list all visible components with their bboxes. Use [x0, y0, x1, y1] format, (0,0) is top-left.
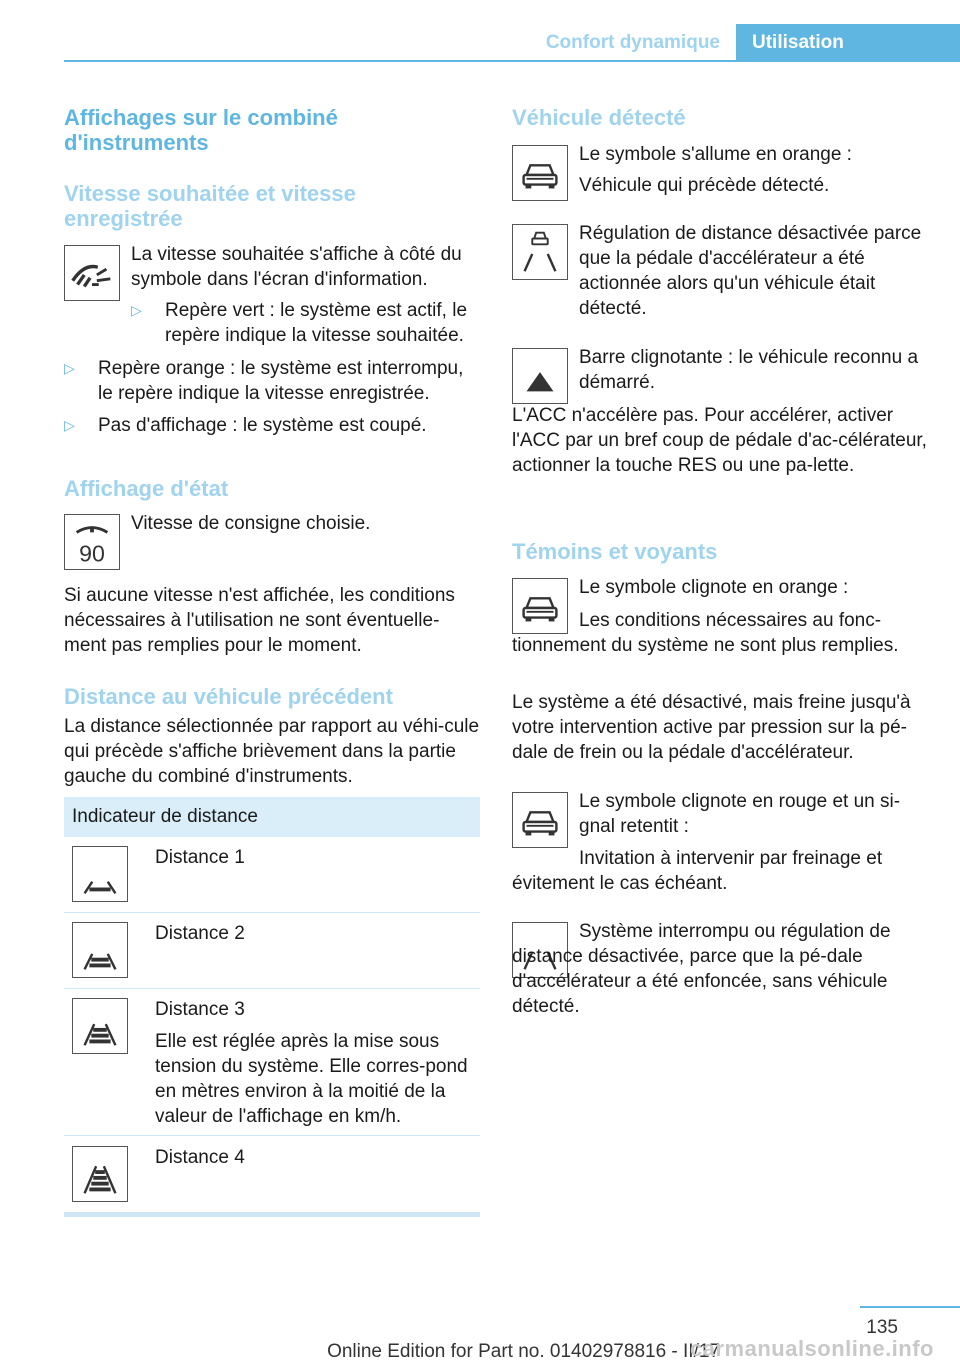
detected-item-3-text: L'ACC n'accélère pas. Pour accélérer, activer l'ACC par un bref coup de pédale d'ac-célérateur, actionner la touche RES ou une pa-lette. [512, 405, 927, 476]
table-row-divider [64, 988, 480, 989]
vehicle-detected-icon [512, 145, 568, 201]
warning-item-3-lead: Système interrompu ou régulation de distance désactivée, parce que la pé-dale d'accélérateur a été enfoncée, sans véhicule détecté. [512, 921, 891, 1017]
warnings-heading: Témoins et voyants [512, 539, 718, 564]
section-title: Affichages sur le combiné d'instruments [64, 105, 338, 155]
warning-item-2-text: Invitation à intervenir par freinage et évitement le cas échéant. [512, 848, 883, 894]
distance-2-label: Distance 2 [155, 923, 245, 944]
warning-item-2-lead: Le symbole clignote en rouge et un si-gnal retentit : [579, 791, 901, 837]
bullet-triangle-icon: ▷ [64, 360, 75, 376]
warning-red-car-icon [512, 792, 568, 848]
header-chapter-tab[interactable]: Utilisation [736, 24, 960, 62]
detected-item-1-lead: Le symbole s'allume en orange : [579, 144, 852, 165]
detected-heading: Véhicule détecté [512, 105, 686, 130]
state-note: Si aucune vitesse n'est affichée, les conditions nécessaires à l'utilisation ne sont éventuelle-ment pas remplies pour le moment. [64, 585, 455, 656]
state-heading: Affichage d'état [64, 476, 229, 501]
bullet-item: ▷ Repère vert : le système est actif, le repère indique la vitesse souhaitée. [131, 300, 468, 346]
page-number-rule [860, 1306, 960, 1308]
vehicle-started-icon [512, 348, 568, 404]
set-speed-value: 90 [79, 540, 105, 567]
warning-item-1-text: Les conditions nécessaires au fonc-tionnement du système ne sont plus remplies. [512, 610, 899, 656]
header-section-tab[interactable]: Confort dynamique [545, 32, 720, 53]
distance-text: La distance sélectionnée par rapport au véhi-cule qui précède s'affiche brièvement dans la partie gauche du combiné d'instruments. [64, 716, 480, 787]
speed-symbol-icon [64, 245, 120, 301]
distance-4-label: Distance 4 [155, 1147, 245, 1168]
bullet-triangle-icon: ▷ [131, 302, 142, 318]
distance-1-label: Distance 1 [155, 847, 245, 868]
bullet-triangle-icon: ▷ [64, 417, 75, 433]
detected-item-1-text: Véhicule qui précède détecté. [579, 175, 830, 196]
distance-3-label: Distance 3 [155, 999, 245, 1020]
distance-table-header: Indicateur de distance [64, 797, 480, 837]
table-row-divider [64, 1135, 480, 1136]
speed-heading: Vitesse souhaitée et vitesse enregistrée [64, 181, 356, 231]
distance-4-icon [72, 1146, 128, 1202]
distance-2-icon [72, 922, 128, 978]
table-bottom-rule [64, 1212, 480, 1217]
watermark: carmanualsonline.info [690, 1336, 934, 1361]
warning-item-1-extra: Le système a été désactivé, mais freine jusqu'à votre intervention active par pression sur la pé-dale de frein ou la pédale d'accélérateur. [512, 692, 911, 763]
set-speed-icon [64, 514, 120, 570]
detected-item-3-lead: Barre clignotante : le véhicule reconnu a démarré. [579, 347, 919, 393]
speed-intro: La vitesse souhaitée s'affiche à côté du symbole dans l'écran d'information. [131, 244, 462, 290]
detected-item-2-lead: Régulation de distance désactivée parce que la pédale d'accélérateur a été actionnée alors qu'un véhicule était détecté. [579, 223, 922, 319]
warning-item-1-lead: Le symbole clignote en orange : [579, 577, 849, 598]
distance-3-detail: Elle est réglée après la mise sous tension du système. Elle corres-pond en mètres environ à la moitié de la valeur de l'affichage en km/h. [155, 1031, 468, 1127]
header-rule [64, 60, 960, 62]
edition-line: Online Edition for Part no. 01402978816 - II/17 [327, 1341, 720, 1362]
distance-3-icon [72, 998, 128, 1054]
bullet-item: ▷ Repère orange : le système est interrompu, le repère indique la vitesse enregistrée. [64, 358, 464, 404]
table-row-divider [64, 912, 480, 913]
acc-deactivated-vehicle-icon [512, 224, 568, 280]
page-number: 135 [866, 1317, 898, 1338]
distance-1-icon [72, 846, 128, 902]
distance-heading: Distance au véhicule précédent [64, 684, 393, 709]
state-text: Vitesse de consigne choisie. [131, 513, 371, 534]
bullet-item: ▷ Pas d'affichage : le système est coupé. [64, 415, 427, 436]
